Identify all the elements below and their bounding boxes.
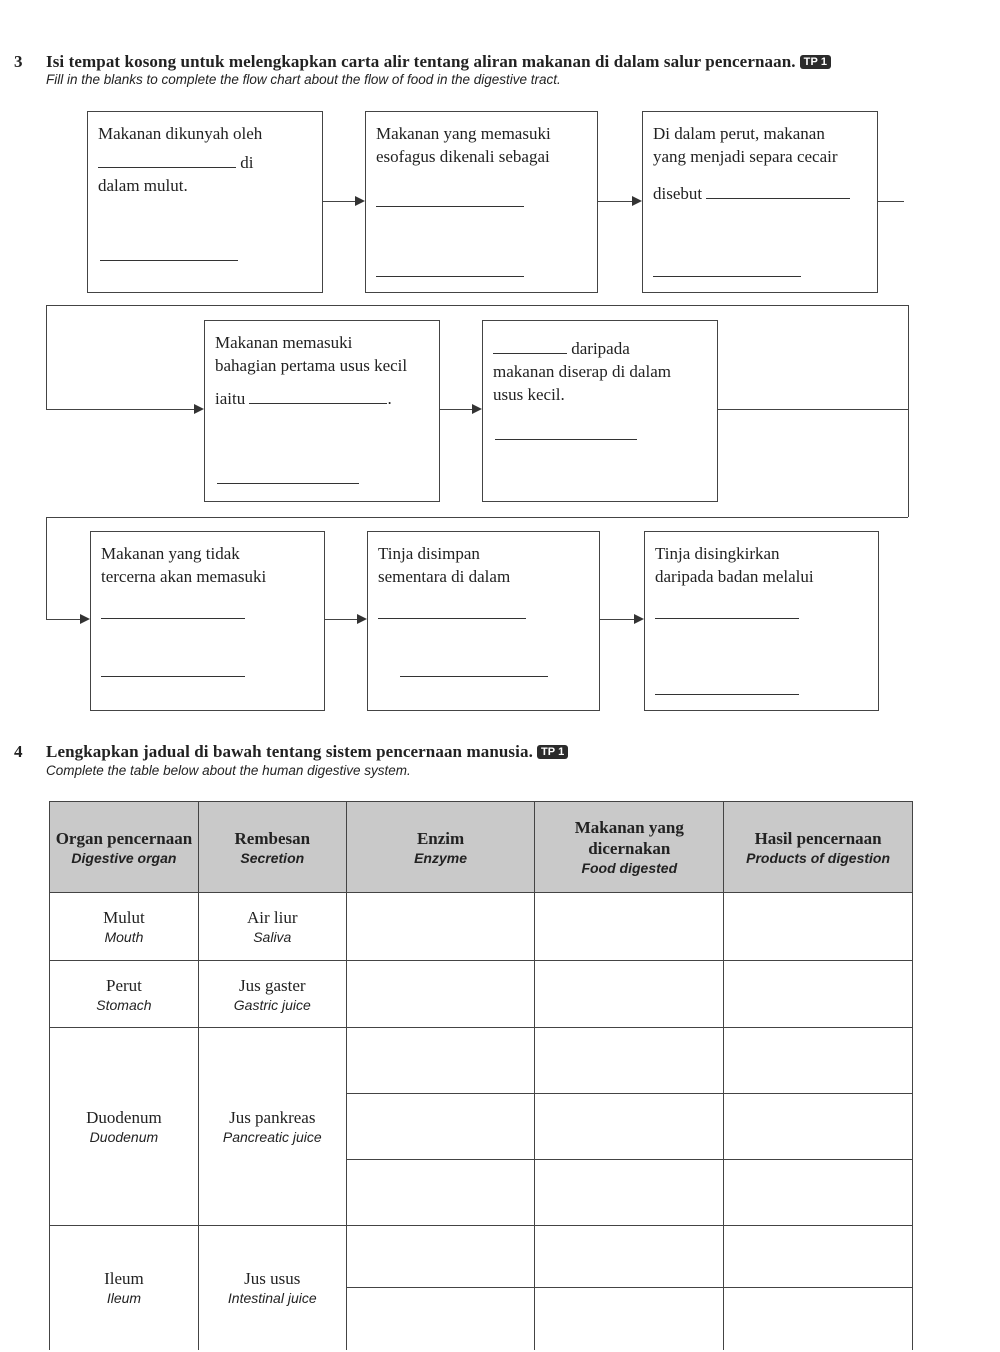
- flow-connector: [46, 409, 194, 410]
- question-3-title: [46, 52, 831, 72]
- tp-badge: TP 1: [800, 55, 831, 69]
- answer-cell[interactable]: [535, 1028, 724, 1094]
- answer-blank[interactable]: [495, 439, 637, 440]
- question-4-title: [46, 742, 568, 762]
- arrow-right-icon: [632, 196, 642, 206]
- flow-box-5: [482, 320, 718, 502]
- arrow-right-icon: [357, 614, 367, 624]
- flow-box-5-line2: makanan diserap di dalam: [493, 362, 671, 381]
- answer-blank[interactable]: [378, 618, 526, 619]
- answer-blank[interactable]: [100, 260, 238, 261]
- flow-connector: [46, 517, 908, 518]
- flow-box-8-line2: daripada badan melalui: [655, 567, 814, 586]
- flow-box-1-row2: [98, 151, 312, 174]
- answer-blank[interactable]: [98, 151, 236, 168]
- answer-cell[interactable]: [724, 1288, 913, 1350]
- organ-cell: Ileum Ileum: [50, 1226, 199, 1350]
- flow-box-6-line2: tercerna akan memasuki: [101, 567, 267, 586]
- secretion-cell: Jus gaster Gastric juice: [198, 961, 346, 1028]
- flow-connector: [878, 201, 904, 202]
- flow-connector: [325, 619, 357, 620]
- question-3-subtitle: Fill in the blanks to complete the flow chart about the flow of food in the digestive tract.: [46, 72, 561, 87]
- question-4-subtitle: Complete the table below about the human digestive system.: [46, 763, 411, 778]
- question-3-title-text: Isi tempat kosong untuk melengkapkan carta alir tentang aliran makanan di dalam salur pencernaan.: [46, 52, 796, 71]
- answer-cell[interactable]: [724, 893, 913, 961]
- flow-connector: [598, 201, 632, 202]
- answer-cell[interactable]: [724, 1226, 913, 1288]
- answer-cell[interactable]: [346, 1226, 535, 1288]
- answer-blank[interactable]: [400, 676, 548, 677]
- answer-cell[interactable]: [724, 1028, 913, 1094]
- flow-connector: [46, 305, 47, 409]
- organ-cell: Duodenum Duodenum: [50, 1028, 199, 1226]
- answer-blank[interactable]: [101, 676, 245, 677]
- flow-connector: [908, 305, 909, 517]
- flow-box-8: [644, 531, 879, 711]
- flow-box-2-line2: esofagus dikenali sebagai: [376, 147, 550, 166]
- flow-box-8-line1: Tinja disingkirkan: [655, 544, 780, 563]
- flow-connector: [323, 201, 355, 202]
- answer-blank[interactable]: [653, 276, 801, 277]
- answer-blank[interactable]: [655, 618, 799, 619]
- header-organ: Organ pencernaan Digestive organ: [50, 802, 199, 893]
- answer-cell[interactable]: [535, 1094, 724, 1160]
- flow-connector: [46, 517, 47, 619]
- answer-cell[interactable]: [535, 961, 724, 1028]
- secretion-cell: Jus usus Intestinal juice: [198, 1226, 346, 1350]
- header-food-digested: Makanan yang dicernakan Food digested: [535, 802, 724, 893]
- flow-box-4: [204, 320, 440, 502]
- answer-blank[interactable]: [249, 387, 387, 404]
- flow-box-5-row1: [493, 337, 707, 360]
- table-row: [50, 1028, 913, 1094]
- flow-box-6-line1: Makanan yang tidak: [101, 544, 240, 563]
- answer-cell[interactable]: [346, 1160, 535, 1226]
- flow-connector: [718, 409, 908, 410]
- flow-connector: [46, 619, 80, 620]
- answer-cell[interactable]: [535, 1288, 724, 1350]
- header-enzyme: Enzim Enzyme: [346, 802, 535, 893]
- question-3-number: 3: [14, 52, 23, 71]
- flow-box-1-line3: dalam mulut.: [98, 176, 188, 195]
- table-row: [50, 961, 913, 1028]
- answer-blank[interactable]: [376, 276, 524, 277]
- answer-cell[interactable]: [535, 893, 724, 961]
- flow-box-4-line1: Makanan memasuki: [215, 333, 353, 352]
- flow-box-5-line1: daripada: [571, 339, 630, 358]
- flow-box-3-row3: [653, 182, 867, 205]
- question-4-number: 4: [14, 742, 23, 761]
- answer-cell[interactable]: [346, 893, 535, 961]
- organ-cell: Perut Stomach: [50, 961, 199, 1028]
- tp-badge: TP 1: [537, 745, 568, 759]
- flow-box-3-line1: Di dalam perut, makanan: [653, 124, 825, 143]
- flow-box-7-line1: Tinja disimpan: [378, 544, 480, 563]
- secretion-cell: Air liur Saliva: [198, 893, 346, 961]
- header-products: Hasil pencernaan Products of digestion: [724, 802, 913, 893]
- flow-box-7-line2: sementara di dalam: [378, 567, 511, 586]
- flow-box-5-line3: usus kecil.: [493, 385, 565, 404]
- secretion-cell: Jus pankreas Pancreatic juice: [198, 1028, 346, 1226]
- flow-box-4-row3: iaitu .: [215, 389, 392, 408]
- table-header-row: [50, 802, 913, 893]
- answer-cell[interactable]: [724, 961, 913, 1028]
- answer-cell[interactable]: [724, 1094, 913, 1160]
- flow-connector: [440, 409, 472, 410]
- flow-box-1-line2: di: [240, 153, 254, 172]
- answer-cell[interactable]: [535, 1226, 724, 1288]
- arrow-right-icon: [355, 196, 365, 206]
- answer-cell[interactable]: [724, 1160, 913, 1226]
- flow-box-4-line3: iaitu: [215, 389, 246, 408]
- flow-connector: [600, 619, 634, 620]
- organ-cell: Mulut Mouth: [50, 893, 199, 961]
- table-row: [50, 893, 913, 961]
- answer-blank[interactable]: [655, 694, 799, 695]
- arrow-right-icon: [80, 614, 90, 624]
- answer-blank[interactable]: [376, 206, 524, 207]
- answer-blank[interactable]: [493, 337, 567, 354]
- header-secretion: Rembesan Secretion: [198, 802, 346, 893]
- flow-connector: [46, 305, 908, 306]
- flow-box-3: [642, 111, 878, 293]
- arrow-right-icon: [194, 404, 204, 414]
- answer-cell[interactable]: [346, 1288, 535, 1350]
- flow-box-1-line1: Makanan dikunyah oleh: [98, 124, 263, 143]
- answer-cell[interactable]: [346, 961, 535, 1028]
- answer-blank[interactable]: [101, 618, 245, 619]
- flow-box-1: [87, 111, 323, 293]
- answer-blank[interactable]: [217, 483, 359, 484]
- question-4-title-text: Lengkapkan jadual di bawah tentang sistem pencernaan manusia.: [46, 742, 533, 761]
- flow-box-7: [367, 531, 600, 711]
- arrow-right-icon: [472, 404, 482, 414]
- arrow-right-icon: [634, 614, 644, 624]
- flow-box-4-line2: bahagian pertama usus kecil: [215, 356, 408, 375]
- flow-box-2-line1: Makanan yang memasuki: [376, 124, 551, 143]
- flow-box-6: [90, 531, 325, 711]
- answer-cell[interactable]: [346, 1094, 535, 1160]
- digestive-table: [49, 801, 913, 1350]
- answer-blank[interactable]: [706, 182, 850, 199]
- table-row: [50, 1226, 913, 1288]
- flow-box-3-line2: yang menjadi separa cecair: [653, 147, 838, 166]
- answer-cell[interactable]: [346, 1028, 535, 1094]
- flow-box-3-line3: disebut: [653, 184, 703, 203]
- answer-cell[interactable]: [535, 1160, 724, 1226]
- flow-box-2: [365, 111, 598, 293]
